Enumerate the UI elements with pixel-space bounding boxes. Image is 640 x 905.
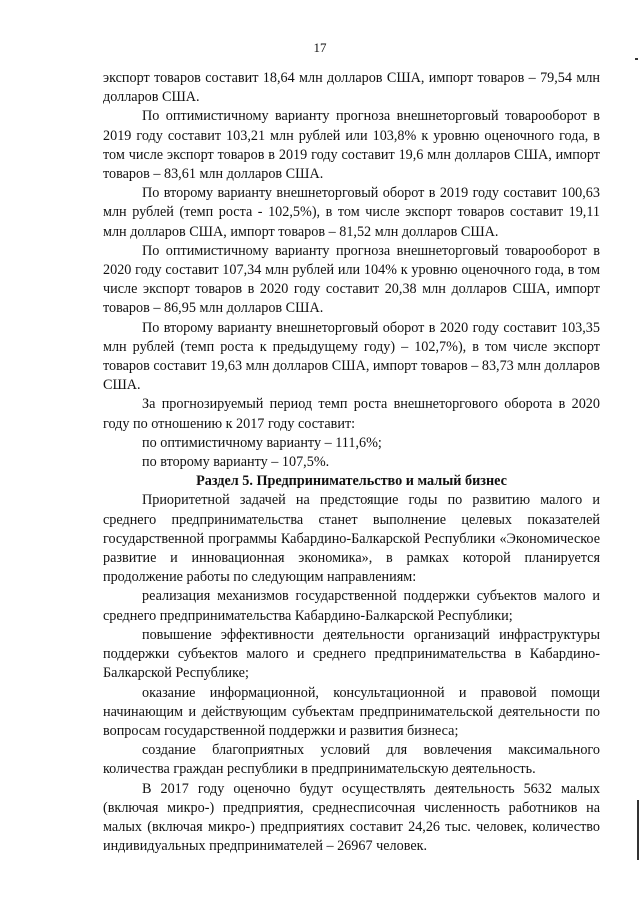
growth-optimistic-line: по оптимистичному варианту – 111,6%; <box>142 434 382 451</box>
page-number: 17 <box>313 40 327 55</box>
paragraph-second-variant-2020: По второму варианту внешнеторговый оборот в 2020 году составит 103,35 млн рублей (темп роста к предыдущему году) – 102,7%), в том числе экспорт товаров составит 19,63 млн долларов США, импорт товаров – 83,73 млн долларов США. <box>103 319 600 394</box>
scan-edge-mark-bottom <box>637 800 639 860</box>
paragraph-optimistic-2019: По оптимистичному варианту прогноза внешнеторговый товарооборот в 2019 году составит 103,21 млн рублей или 103,8% к уровню оценочного года, в том числе экспорт товаров в 2019 году составит 19,6 млн долларов США, импорт товаров – 83,61 млн долларов США. <box>103 108 600 183</box>
growth-second-variant-line: по второму варианту – 107,5%. <box>142 454 330 471</box>
paragraph-export-import-2018: экспорт товаров составит 18,64 млн долларов США, импорт товаров – 79,54 млн долларов США. <box>103 70 600 106</box>
paragraph-priority-task: Приоритетной задачей на предстоящие годы по развитию малого и среднего предпринимательства станет выполнение целевых показателей государственной программы Кабардино-Балкарской Республики «Экономическое развитие и инновационная экономика», в рамках которой планируется продолжение работы по следующим направлениям: <box>103 492 600 586</box>
direction-item-favorable-conditions: создание благоприятных условий для вовлечения максимального количества граждан республики в предпринимательскую деятельность. <box>103 742 600 778</box>
direction-item-consulting: оказание информационной, консультационной и правовой помощи начинающим и действующим субъектам предпринимательской деятельности по вопросам государственной поддержки и развития бизнеса; <box>103 684 600 739</box>
paragraph-optimistic-2020: По оптимистичному варианту прогноза внешнеторговый товарооборот в 2020 году составит 107,34 млн рублей или 104% к уровню оценочного года, в том числе экспорт товаров в 2020 году составит 20,38 млн долларов США, импорт товаров – 86,95 млн долларов США. <box>103 242 600 317</box>
direction-item-state-support: реализация механизмов государственной поддержки субъектов малого и среднего предпринимательства Кабардино-Балкарской Республики; <box>103 588 600 624</box>
document-body <box>103 69 600 856</box>
section-heading: Раздел 5. Предпринимательство и малый бизнес <box>196 473 507 490</box>
paragraph-second-variant-2019: По второму варианту внешнеторговый оборот в 2019 году составит 100,63 млн рублей (темп роста - 102,5%), в том числе экспорт товаров составит 19,11 млн долларов США, импорт товаров – 81,52 млн долларов США. <box>103 185 600 240</box>
scan-edge-mark-top <box>635 58 638 60</box>
paragraph-2017-statistics: В 2017 году оценочно будут осуществлять деятельность 5632 малых (включая микро-) предприятия, среднесписочная численность работников на малых (включая микро-) предприятиях составит 24,26 тыс. человек, количество индивидуальных предпринимателей – 26967 человек. <box>103 780 600 855</box>
paragraph-growth-rate-summary: За прогнозируемый период темп роста внешнеторгового оборота в 2020 году по отношению к 2017 году составит: <box>103 396 600 432</box>
direction-item-infrastructure: повышение эффективности деятельности организаций инфраструктуры поддержки субъектов малого и среднего предпринимательства в Кабардино-Балкарской Республике; <box>103 626 600 682</box>
